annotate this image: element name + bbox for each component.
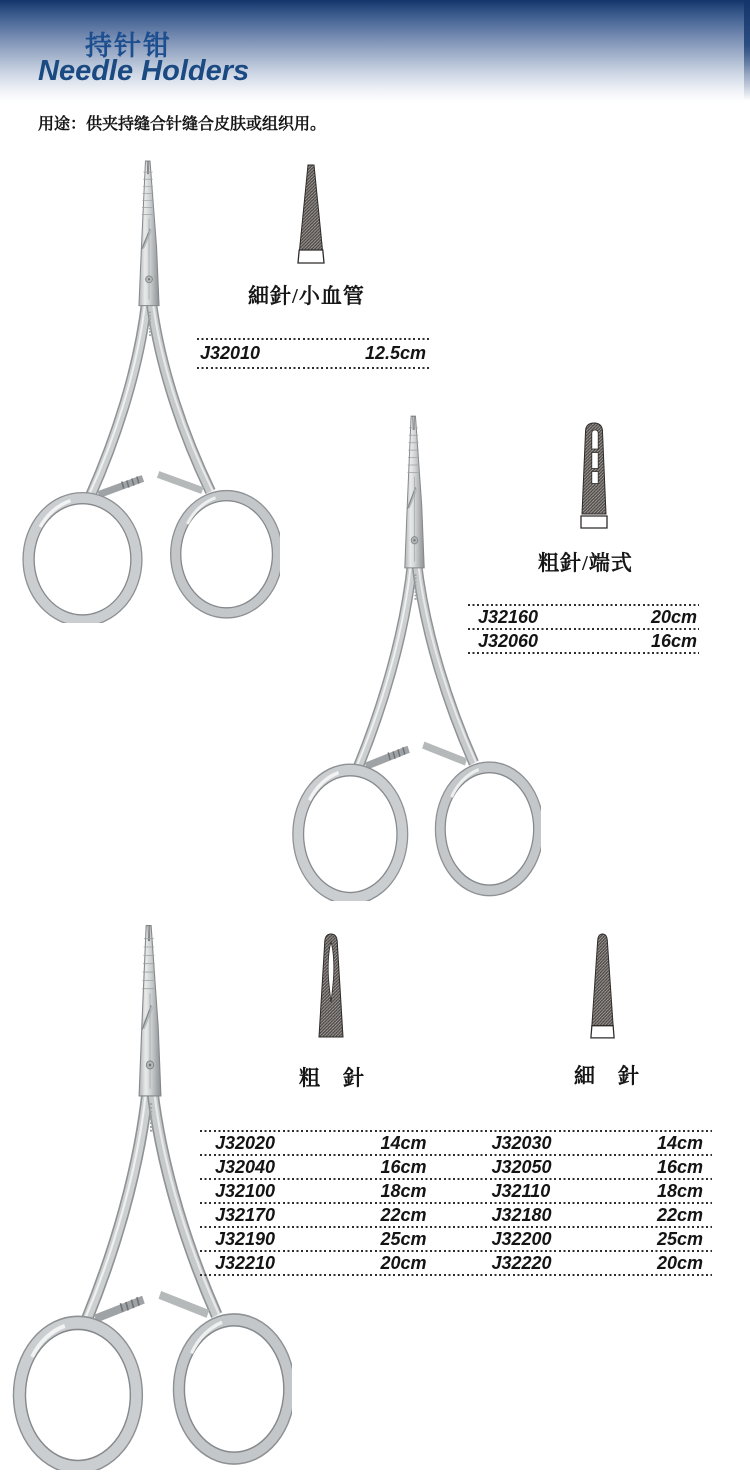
page-title-chinese: 持针钳 <box>85 31 172 61</box>
table-row <box>200 1252 712 1274</box>
product-code: J32030 <box>491 1132 552 1153</box>
product-code: J32040 <box>215 1156 276 1177</box>
catalog-table-coarse-needle-end-type <box>468 604 699 654</box>
tip-label-fine-needle-small-vessel: 細針/小血管 <box>248 284 365 308</box>
product-code: J32220 <box>491 1252 552 1273</box>
product-code: J32020 <box>215 1132 276 1153</box>
tip-diagram-coarse-needle-end-type-icon <box>577 421 611 533</box>
table-row <box>468 606 699 628</box>
product-size: 20cm <box>650 606 697 627</box>
tip-diagram-fine-needle-small-vessel-icon <box>296 164 326 266</box>
header-right-accent <box>744 0 750 100</box>
product-code: J32060 <box>478 630 539 651</box>
table-row <box>468 630 699 652</box>
product-code: J32010 <box>200 343 261 363</box>
tip-diagram-fine-needle-icon <box>588 932 617 1044</box>
tip-label-coarse-needle: 粗 針 <box>299 1066 365 1090</box>
product-code: J32170 <box>215 1204 276 1225</box>
catalog-table-fine-needle-small-vessel <box>197 338 429 369</box>
product-size: 22cm <box>380 1204 427 1225</box>
dotted-divider <box>197 367 429 369</box>
usage-description: 用途：供夹持缝合针缝合皮肤或组织用。 <box>38 116 327 133</box>
product-code: J32210 <box>215 1252 276 1273</box>
tip-label-coarse-needle-end-type: 粗針/端式 <box>538 551 633 575</box>
page-title-english: Needle Holders <box>38 55 250 87</box>
needle-holder-photo-1 <box>18 158 280 623</box>
product-size: 18cm <box>380 1180 427 1201</box>
product-size: 16cm <box>650 630 697 651</box>
product-code: J32110 <box>491 1180 551 1201</box>
product-code: J32160 <box>478 606 539 627</box>
product-code: J32100 <box>215 1180 276 1201</box>
product-size: 25cm <box>656 1228 703 1249</box>
table-row <box>200 1156 712 1178</box>
product-size: 14cm <box>380 1132 427 1153</box>
product-size: 25cm <box>380 1228 427 1249</box>
table-row <box>200 1132 712 1154</box>
dotted-divider <box>468 652 699 654</box>
product-size: 22cm <box>656 1204 703 1225</box>
product-size: 12.5cm <box>364 343 426 363</box>
tip-label-fine-needle: 細 針 <box>574 1064 640 1088</box>
product-size: 16cm <box>656 1156 703 1177</box>
product-size: 20cm <box>380 1252 427 1273</box>
product-code: J32190 <box>215 1228 276 1249</box>
tip-diagram-coarse-needle-icon <box>314 932 348 1042</box>
product-size: 16cm <box>380 1156 427 1177</box>
table-row <box>200 1228 712 1250</box>
product-size: 18cm <box>656 1180 703 1201</box>
table-row <box>200 1204 712 1226</box>
dotted-divider <box>200 1274 712 1276</box>
product-size: 20cm <box>656 1252 703 1273</box>
product-code: J32200 <box>491 1228 552 1249</box>
table-row <box>197 340 429 367</box>
table-row <box>200 1180 712 1202</box>
needle-holder-photo-2 <box>288 413 541 901</box>
product-code: J32180 <box>491 1204 552 1225</box>
product-code: J32050 <box>491 1156 552 1177</box>
catalog-table-coarse-and-fine-needle <box>200 1130 712 1276</box>
product-size: 14cm <box>656 1132 703 1153</box>
